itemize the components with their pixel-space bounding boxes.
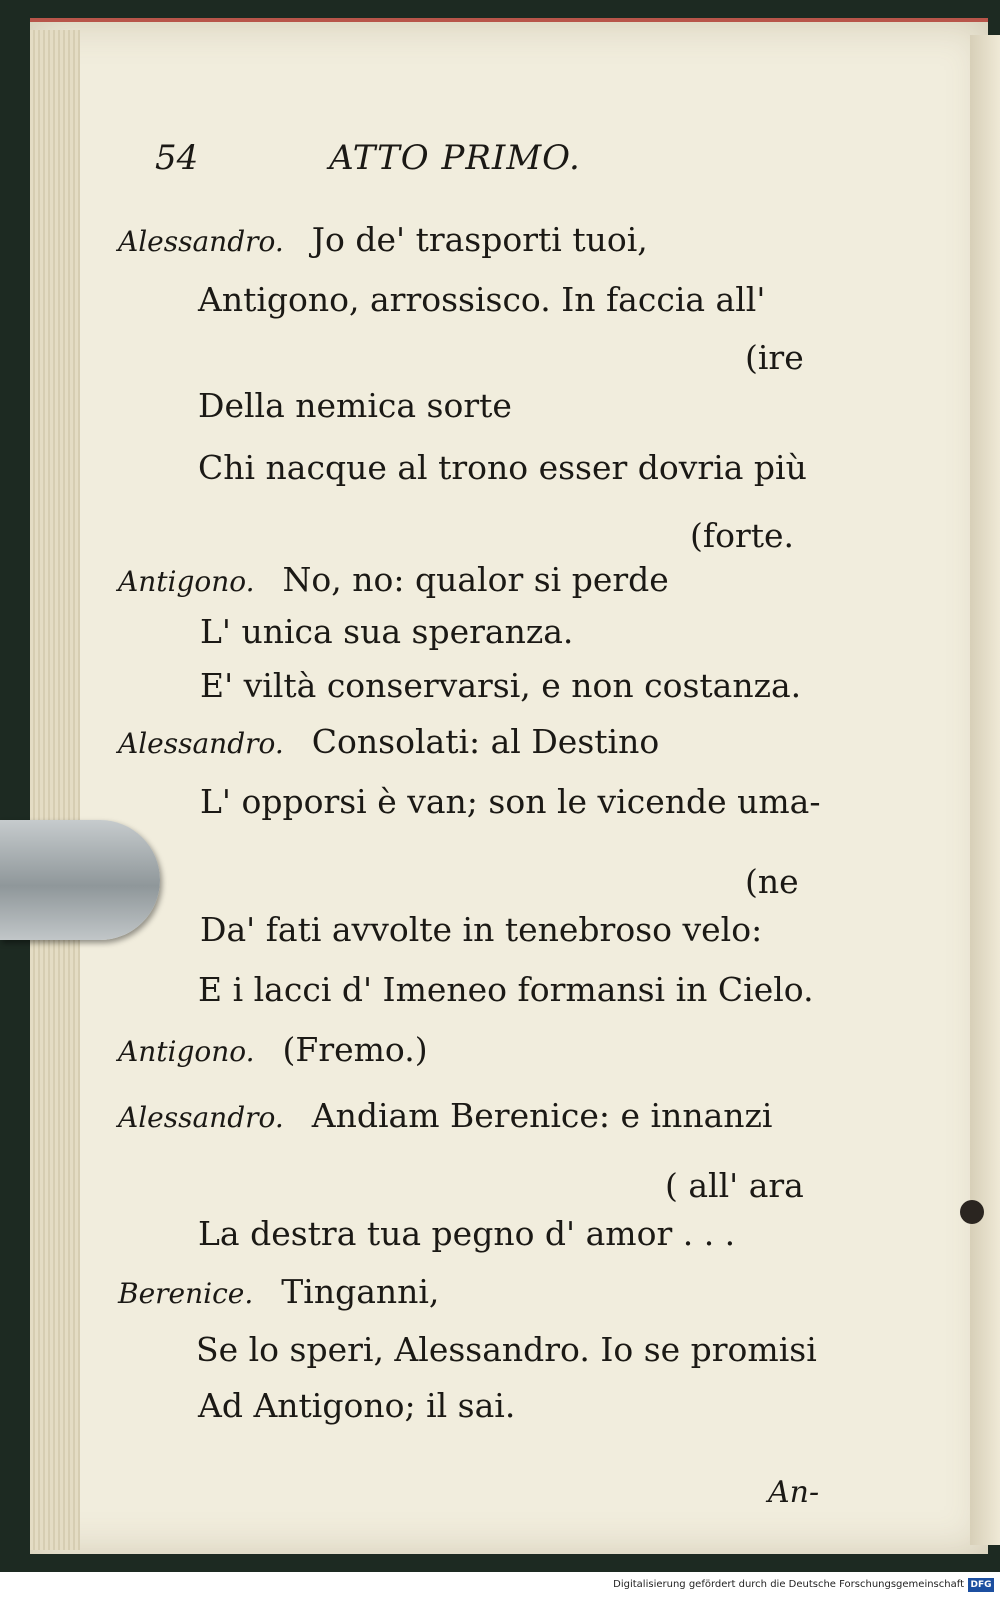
verse-text: E i lacci d' Imeneo formansi in Cielo. xyxy=(198,970,814,1009)
verse-text: Da' fati avvolte in tenebroso velo: xyxy=(200,910,763,949)
text-line xyxy=(198,448,807,487)
text-line xyxy=(200,910,762,949)
verse-text: ( all' ara xyxy=(665,1166,804,1205)
verse-text: Se lo speri, Alessandro. Io se promisi xyxy=(196,1330,817,1369)
verse-text: Jo de' trasporti tuoi, xyxy=(311,220,648,259)
speaker-name: Alessandro. xyxy=(118,727,284,760)
page-title: ATTO PRIMO. xyxy=(329,138,581,178)
verse-text: Consolati: al Destino xyxy=(311,722,660,761)
page-number: 54 xyxy=(155,138,199,178)
speaker-name: Antigono. xyxy=(118,565,255,598)
text-line xyxy=(200,612,573,651)
book-clip xyxy=(0,820,160,940)
footer-credit: Digitalisierung gefördert durch die Deutsche Forschungsgemeinschaft xyxy=(613,1579,964,1590)
text-line xyxy=(198,386,512,425)
verse-text: E' viltà conservarsi, e non costanza. xyxy=(200,666,802,705)
text-line xyxy=(196,1330,817,1369)
speaker-name: Alessandro. xyxy=(118,1101,284,1134)
page-edge xyxy=(30,30,80,1550)
verse-text: (ne xyxy=(745,862,799,901)
text-line xyxy=(118,220,648,259)
verse-text: Ad Antigono; il sai. xyxy=(198,1386,516,1425)
verse-text: La destra tua pegno d' amor . . . xyxy=(198,1214,736,1253)
footer-bar xyxy=(0,1572,1000,1601)
verse-text: Della nemica sorte xyxy=(198,386,512,425)
facing-page-edge xyxy=(970,35,1000,1545)
dfg-logo-icon: DFG xyxy=(968,1578,994,1592)
text-line xyxy=(198,1386,515,1425)
speaker-name: Alessandro. xyxy=(118,225,284,258)
verse-text: (Fremo.) xyxy=(282,1030,428,1069)
speaker-name: Berenice. xyxy=(118,1277,254,1310)
verse-text: Tinganni, xyxy=(281,1272,440,1311)
verse-text: L' opporsi è van; son le vicende uma- xyxy=(200,782,821,821)
text-line xyxy=(118,1096,772,1135)
text-line xyxy=(118,1030,428,1069)
verse-text: (ire xyxy=(745,338,804,377)
text-line xyxy=(118,560,669,599)
running-header xyxy=(155,138,581,178)
verse-text: Andiam Berenice: e innanzi xyxy=(311,1096,773,1135)
text-line xyxy=(665,1166,804,1205)
verse-text: L' unica sua speranza. xyxy=(200,612,574,651)
text-line xyxy=(198,1214,735,1253)
verse-text: (forte. xyxy=(690,516,795,555)
text-line xyxy=(745,862,799,901)
text-line xyxy=(745,338,804,377)
text-line xyxy=(200,666,801,705)
catchword: An- xyxy=(768,1475,820,1510)
text-line xyxy=(198,280,765,319)
text-line xyxy=(118,1272,439,1311)
verse-text: Chi nacque al trono esser dovria più xyxy=(198,448,807,487)
speaker-name: Antigono. xyxy=(118,1035,255,1068)
text-line xyxy=(200,782,821,821)
verse-text: Antigono, arrossisco. In faccia all' xyxy=(198,280,766,319)
text-line xyxy=(198,970,814,1009)
binding-hole xyxy=(960,1200,984,1224)
verse-text: No, no: qualor si perde xyxy=(282,560,669,599)
text-line xyxy=(690,516,794,555)
text-line xyxy=(118,722,659,761)
